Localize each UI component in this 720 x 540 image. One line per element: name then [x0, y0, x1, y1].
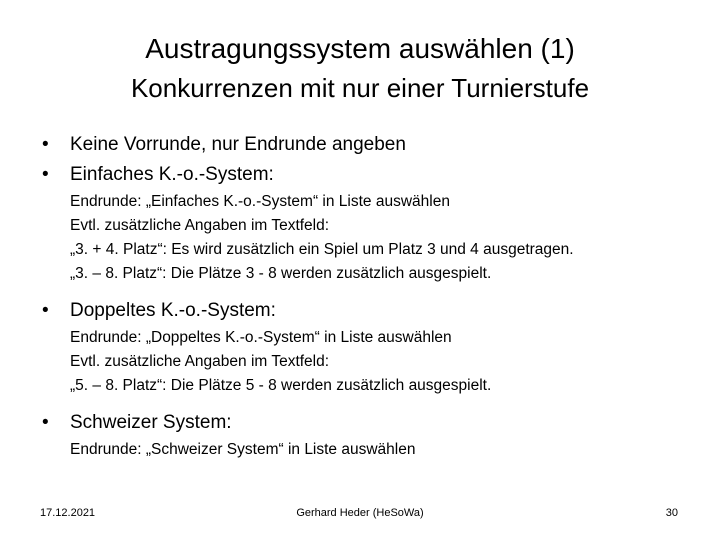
sub-item: Endrunde: „Doppeltes K.-o.-System“ in Liste auswählen — [70, 329, 452, 346]
bullet-dot-icon: • — [42, 412, 49, 433]
sub-item: Endrunde: „Einfaches K.-o.-System“ in Liste auswählen — [70, 193, 450, 210]
slide-title: Austragungssystem auswählen (1) — [145, 33, 575, 64]
footer-page-number: 30 — [665, 507, 678, 519]
sub-item: „3. – 8. Platz“: Die Plätze 3 - 8 werden zusätzlich ausgespielt. — [70, 265, 492, 282]
sub-item: „5. – 8. Platz“: Die Plätze 5 - 8 werden zusätzlich ausgespielt. — [70, 377, 492, 394]
slide-content — [42, 130, 702, 462]
bullet-item — [42, 160, 702, 190]
bullet-dot-icon: • — [42, 164, 49, 185]
bullet-item — [42, 296, 702, 326]
footer-author: Gerhard Heder (HeSoWa) — [296, 507, 424, 519]
bullet-text: Doppeltes K.-o.-System: — [70, 300, 276, 321]
bullet-text: Keine Vorrunde, nur Endrunde angeben — [70, 134, 406, 155]
sub-item: „3. + 4. Platz“: Es wird zusätzlich ein Spiel um Platz 3 und 4 ausgetragen. — [70, 241, 574, 258]
bullet-dot-icon: • — [42, 134, 49, 155]
footer-date: 17.12.2021 — [40, 507, 96, 519]
sub-item: Evtl. zusätzliche Angaben im Textfeld: — [70, 353, 330, 370]
slide-subtitle: Konkurrenzen mit nur einer Turnierstufe — [130, 73, 590, 103]
sub-item: Endrunde: „Schweizer System“ in Liste auswählen — [70, 441, 416, 458]
bullet-text: Schweizer System: — [70, 412, 232, 433]
bullet-dot-icon: • — [42, 300, 49, 321]
bullet-text: Einfaches K.-o.-System: — [70, 164, 274, 185]
sub-item: Evtl. zusätzliche Angaben im Textfeld: — [70, 217, 330, 234]
bullet-item — [42, 130, 702, 160]
bullet-item — [42, 408, 702, 438]
